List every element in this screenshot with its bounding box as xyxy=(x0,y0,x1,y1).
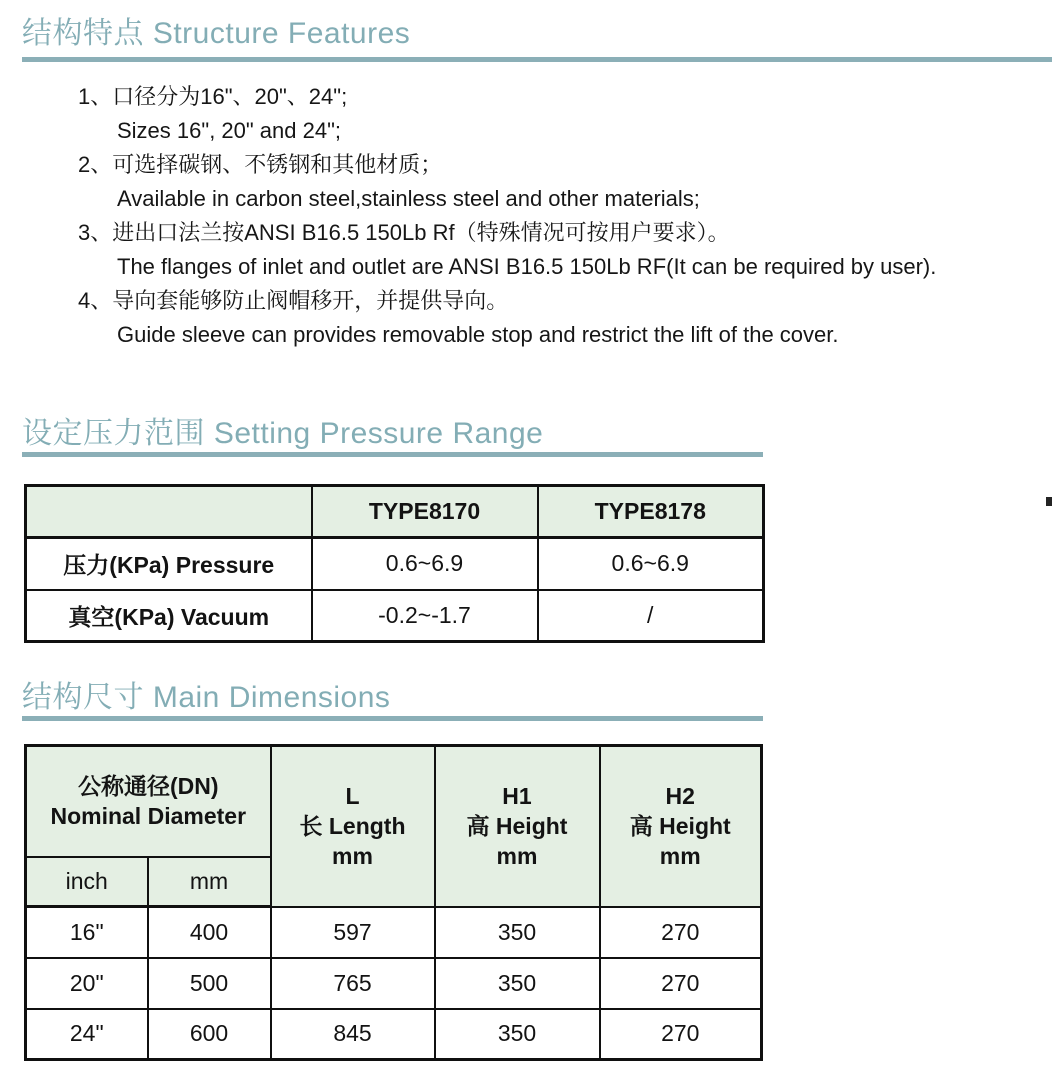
dim-cell: 400 xyxy=(148,907,271,958)
dim-cell: 270 xyxy=(600,907,762,958)
dim-cell: 16" xyxy=(26,907,148,958)
dim-cell: 270 xyxy=(600,958,762,1009)
dim-header-height2 xyxy=(600,746,762,907)
dim-header-nominal-diameter-zh: 公称通径(DN) xyxy=(77,773,219,800)
table-row xyxy=(26,958,762,1009)
feature-4-zh: 4、导向套能够防止阀帽移开，并提供导向。 xyxy=(78,288,509,313)
dim-header-height2-symbol: H2 xyxy=(665,783,695,810)
feature-list xyxy=(78,80,1044,352)
pressure-row-label: 压力(KPa) Pressure xyxy=(26,538,312,590)
dim-header-height2-label: 高 Height xyxy=(629,813,731,840)
dim-cell: 350 xyxy=(435,958,600,1009)
section-rule-main-dimensions xyxy=(22,716,763,721)
dim-header-height1-unit: mm xyxy=(496,843,538,870)
dim-header-length-unit: mm xyxy=(332,843,373,870)
dim-cell: 20" xyxy=(26,958,148,1009)
vacuum-value-8170: -0.2~-1.7 xyxy=(312,590,538,642)
dim-cell: 845 xyxy=(271,1009,435,1060)
dim-header-nominal-diameter xyxy=(26,746,271,857)
feature-3-en: The flanges of inlet and outlet are ANSI B16.5 150Lb RF(It can be required by user). xyxy=(117,254,937,279)
pressure-range-table xyxy=(24,484,765,643)
section-title-main-dimensions: 结构尺寸 Main Dimensions xyxy=(22,681,391,714)
dim-header-length xyxy=(271,746,435,907)
feature-2-en: Available in carbon steel,stainless steel and other materials; xyxy=(117,186,700,211)
vacuum-value-8178: / xyxy=(538,590,764,642)
dim-cell: 350 xyxy=(435,1009,600,1060)
section-title-structure-features: 结构特点 Structure Features xyxy=(22,17,411,50)
dim-header-length-symbol: L xyxy=(345,783,360,810)
list-item xyxy=(78,216,1044,284)
table-row xyxy=(26,1009,762,1060)
page-edge-artifact xyxy=(1046,497,1052,506)
feature-1-en: Sizes 16", 20" and 24"; xyxy=(117,118,342,143)
feature-1-zh: 1、口径分为16"、20"、24"; xyxy=(78,84,348,109)
main-dimensions-table xyxy=(24,744,763,1061)
dim-header-height2-unit: mm xyxy=(659,843,701,870)
pressure-header-type8170: TYPE8170 xyxy=(312,486,538,538)
table-header-row xyxy=(26,746,762,857)
dim-cell: 24" xyxy=(26,1009,148,1060)
list-item xyxy=(78,284,1044,352)
dim-cell: 765 xyxy=(271,958,435,1009)
list-item xyxy=(78,80,1044,148)
dim-header-nominal-diameter-en: Nominal Diameter xyxy=(50,803,247,830)
vacuum-row-label: 真空(KPa) Vacuum xyxy=(26,590,312,642)
dim-cell: 500 xyxy=(148,958,271,1009)
dim-subheader-mm: mm xyxy=(148,857,271,907)
feature-3-zh: 3、进出口法兰按ANSI B16.5 150Lb Rf（特殊情况可按用户要求）。 xyxy=(78,220,730,245)
dim-header-height1 xyxy=(435,746,600,907)
pressure-header-type8178: TYPE8178 xyxy=(538,486,764,538)
dim-header-height1-symbol: H1 xyxy=(502,783,532,810)
dim-subheader-inch: inch xyxy=(26,857,148,907)
table-row xyxy=(26,538,764,590)
dim-cell: 600 xyxy=(148,1009,271,1060)
table-row xyxy=(26,907,762,958)
pressure-header-blank xyxy=(26,486,312,538)
table-header-row xyxy=(26,486,764,538)
section-rule-structure-features xyxy=(22,57,1052,62)
section-rule-setting-pressure-range xyxy=(22,452,763,457)
feature-2-zh: 2、可选择碳钢、不锈钢和其他材质； xyxy=(78,152,443,177)
dim-header-length-label: 长 Length xyxy=(299,813,406,840)
table-row xyxy=(26,590,764,642)
dim-cell: 270 xyxy=(600,1009,762,1060)
pressure-value-8170: 0.6~6.9 xyxy=(312,538,538,590)
dim-cell: 350 xyxy=(435,907,600,958)
section-title-setting-pressure-range: 设定压力范围 Setting Pressure Range xyxy=(22,417,544,450)
dim-header-height1-label: 高 Height xyxy=(466,813,568,840)
list-item xyxy=(78,148,1044,216)
dim-cell: 597 xyxy=(271,907,435,958)
pressure-value-8178: 0.6~6.9 xyxy=(538,538,764,590)
feature-4-en: Guide sleeve can provides removable stop and restrict the lift of the cover. xyxy=(117,322,839,347)
